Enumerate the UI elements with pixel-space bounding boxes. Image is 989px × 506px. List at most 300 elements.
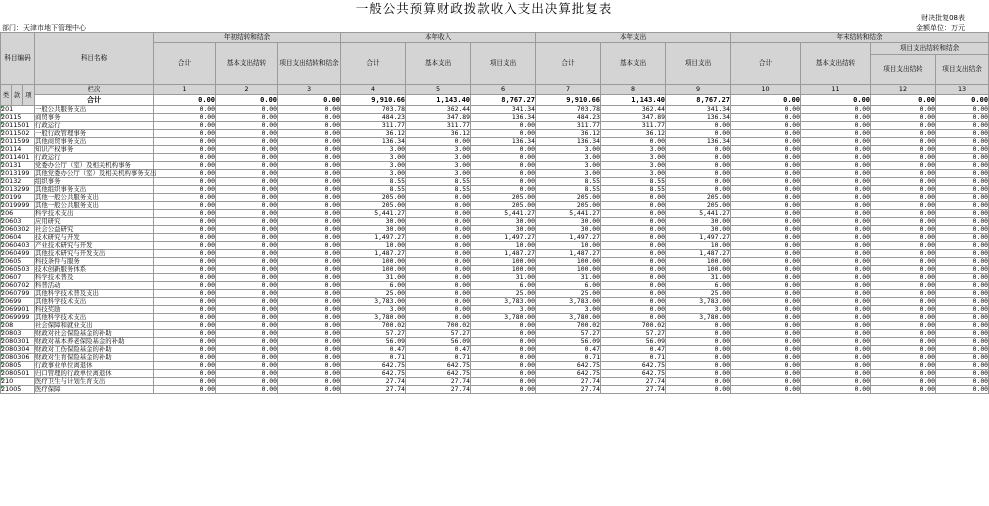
amount-cell[interactable]: 0.00 (936, 186, 989, 194)
subject-code[interactable]: 2011401 (1, 154, 35, 162)
amount-cell[interactable]: 700.02 (406, 322, 471, 330)
amount-cell[interactable]: 0.00 (801, 218, 871, 226)
amount-cell[interactable]: 0.00 (801, 354, 871, 362)
amount-cell[interactable]: 0.00 (871, 282, 936, 290)
amount-cell[interactable]: 0.00 (666, 362, 731, 370)
amount-cell[interactable]: 0.00 (871, 298, 936, 306)
amount-cell[interactable]: 0.00 (154, 114, 216, 122)
amount-cell[interactable]: 0.00 (471, 186, 536, 194)
amount-cell[interactable]: 347.89 (406, 114, 471, 122)
amount-cell[interactable]: 0.00 (216, 186, 278, 194)
amount-cell[interactable]: 0.00 (731, 282, 801, 290)
amount-cell[interactable]: 0.00 (601, 290, 666, 298)
amount-cell[interactable]: 0.00 (471, 370, 536, 378)
amount-cell[interactable]: 8.55 (601, 186, 666, 194)
total-cell[interactable]: 0.00 (154, 95, 216, 106)
amount-cell[interactable]: 0.00 (871, 210, 936, 218)
amount-cell[interactable]: 642.75 (536, 362, 601, 370)
amount-cell[interactable]: 0.00 (154, 154, 216, 162)
amount-cell[interactable]: 0.00 (471, 354, 536, 362)
amount-cell[interactable]: 0.00 (471, 130, 536, 138)
amount-cell[interactable]: 0.00 (216, 338, 278, 346)
amount-cell[interactable]: 0.00 (601, 226, 666, 234)
amount-cell[interactable]: 1,497.27 (471, 234, 536, 242)
amount-cell[interactable]: 0.00 (278, 298, 341, 306)
subject-name[interactable]: 财政对生育保险基金的补助 (35, 354, 154, 362)
amount-cell[interactable]: 1,487.27 (536, 250, 601, 258)
amount-cell[interactable]: 0.00 (871, 122, 936, 130)
amount-cell[interactable]: 703.78 (341, 106, 406, 114)
amount-cell[interactable]: 31.00 (536, 274, 601, 282)
amount-cell[interactable]: 0.00 (666, 378, 731, 386)
amount-cell[interactable]: 0.00 (278, 354, 341, 362)
amount-cell[interactable]: 0.00 (216, 258, 278, 266)
amount-cell[interactable]: 30.00 (536, 218, 601, 226)
amount-cell[interactable]: 27.74 (536, 378, 601, 386)
amount-cell[interactable]: 3.00 (536, 154, 601, 162)
amount-cell[interactable]: 0.00 (154, 146, 216, 154)
amount-cell[interactable]: 0.00 (801, 362, 871, 370)
amount-cell[interactable]: 0.00 (216, 322, 278, 330)
amount-cell[interactable]: 0.00 (936, 258, 989, 266)
amount-cell[interactable]: 0.00 (406, 250, 471, 258)
amount-cell[interactable]: 0.00 (216, 282, 278, 290)
amount-cell[interactable]: 3.00 (341, 154, 406, 162)
amount-cell[interactable]: 3.00 (471, 306, 536, 314)
amount-cell[interactable]: 0.00 (154, 354, 216, 362)
amount-cell[interactable]: 0.00 (936, 138, 989, 146)
subject-code[interactable]: 2011502 (1, 130, 35, 138)
amount-cell[interactable]: 0.00 (936, 306, 989, 314)
amount-cell[interactable]: 0.00 (154, 138, 216, 146)
amount-cell[interactable]: 0.00 (731, 290, 801, 298)
amount-cell[interactable]: 0.00 (801, 282, 871, 290)
amount-cell[interactable]: 0.00 (936, 330, 989, 338)
amount-cell[interactable]: 0.00 (731, 346, 801, 354)
amount-cell[interactable]: 0.00 (154, 202, 216, 210)
amount-cell[interactable]: 0.00 (666, 130, 731, 138)
amount-cell[interactable]: 3.00 (406, 146, 471, 154)
subject-code[interactable]: 2060799 (1, 290, 35, 298)
amount-cell[interactable]: 0.00 (936, 154, 989, 162)
amount-cell[interactable]: 0.00 (871, 258, 936, 266)
amount-cell[interactable]: 0.47 (536, 346, 601, 354)
amount-cell[interactable]: 0.00 (154, 282, 216, 290)
amount-cell[interactable]: 0.00 (406, 234, 471, 242)
amount-cell[interactable]: 0.00 (406, 210, 471, 218)
subject-name[interactable]: 其他组织事务支出 (35, 186, 154, 194)
amount-cell[interactable]: 0.00 (731, 378, 801, 386)
amount-cell[interactable]: 0.00 (731, 202, 801, 210)
amount-cell[interactable]: 642.75 (601, 362, 666, 370)
amount-cell[interactable]: 8.55 (341, 178, 406, 186)
amount-cell[interactable]: 0.00 (801, 170, 871, 178)
amount-cell[interactable]: 205.00 (666, 202, 731, 210)
amount-cell[interactable]: 3,783.00 (341, 298, 406, 306)
amount-cell[interactable]: 0.00 (871, 274, 936, 282)
amount-cell[interactable]: 31.00 (341, 274, 406, 282)
amount-cell[interactable]: 0.00 (278, 138, 341, 146)
subject-code[interactable]: 210 (1, 378, 35, 386)
amount-cell[interactable]: 136.34 (666, 138, 731, 146)
amount-cell[interactable]: 1,487.27 (471, 250, 536, 258)
amount-cell[interactable]: 56.09 (536, 338, 601, 346)
amount-cell[interactable]: 0.00 (801, 250, 871, 258)
amount-cell[interactable]: 484.23 (536, 114, 601, 122)
amount-cell[interactable]: 0.00 (216, 354, 278, 362)
amount-cell[interactable]: 3.00 (406, 154, 471, 162)
amount-cell[interactable]: 0.00 (154, 170, 216, 178)
amount-cell[interactable]: 642.75 (601, 370, 666, 378)
amount-cell[interactable]: 0.00 (471, 170, 536, 178)
amount-cell[interactable]: 0.00 (801, 306, 871, 314)
amount-cell[interactable]: 3,780.00 (666, 314, 731, 322)
amount-cell[interactable]: 0.00 (936, 130, 989, 138)
amount-cell[interactable]: 0.00 (801, 154, 871, 162)
subject-code[interactable]: 2069999 (1, 314, 35, 322)
amount-cell[interactable]: 136.34 (471, 138, 536, 146)
subject-code[interactable]: 2060702 (1, 282, 35, 290)
amount-cell[interactable]: 1,487.27 (666, 250, 731, 258)
amount-cell[interactable]: 0.00 (406, 218, 471, 226)
amount-cell[interactable]: 0.00 (936, 242, 989, 250)
amount-cell[interactable]: 0.00 (216, 170, 278, 178)
amount-cell[interactable]: 0.00 (731, 362, 801, 370)
amount-cell[interactable]: 0.00 (871, 330, 936, 338)
amount-cell[interactable]: 100.00 (341, 258, 406, 266)
amount-cell[interactable]: 0.00 (936, 346, 989, 354)
amount-cell[interactable]: 0.00 (871, 170, 936, 178)
amount-cell[interactable]: 0.00 (871, 250, 936, 258)
amount-cell[interactable]: 0.00 (731, 242, 801, 250)
amount-cell[interactable]: 0.00 (666, 178, 731, 186)
amount-cell[interactable]: 0.00 (871, 114, 936, 122)
amount-cell[interactable]: 0.00 (154, 162, 216, 170)
amount-cell[interactable]: 0.00 (936, 322, 989, 330)
amount-cell[interactable]: 0.00 (666, 162, 731, 170)
amount-cell[interactable]: 0.00 (278, 274, 341, 282)
amount-cell[interactable]: 0.00 (731, 306, 801, 314)
amount-cell[interactable]: 0.00 (731, 194, 801, 202)
amount-cell[interactable]: 347.89 (601, 114, 666, 122)
amount-cell[interactable]: 0.00 (601, 194, 666, 202)
amount-cell[interactable]: 8.55 (536, 186, 601, 194)
subject-name[interactable]: 科学技术普及 (35, 274, 154, 282)
amount-cell[interactable]: 8.55 (406, 186, 471, 194)
amount-cell[interactable]: 0.00 (216, 106, 278, 114)
amount-cell[interactable]: 100.00 (666, 266, 731, 274)
total-cell[interactable]: 0.00 (216, 95, 278, 106)
amount-cell[interactable]: 0.00 (278, 314, 341, 322)
amount-cell[interactable]: 0.00 (154, 242, 216, 250)
amount-cell[interactable]: 0.00 (731, 186, 801, 194)
amount-cell[interactable]: 0.00 (278, 266, 341, 274)
amount-cell[interactable]: 56.09 (601, 338, 666, 346)
amount-cell[interactable]: 0.00 (278, 234, 341, 242)
amount-cell[interactable]: 0.00 (871, 218, 936, 226)
amount-cell[interactable]: 0.00 (471, 322, 536, 330)
amount-cell[interactable]: 0.00 (471, 178, 536, 186)
subject-code[interactable]: 20699 (1, 298, 35, 306)
amount-cell[interactable]: 0.00 (936, 386, 989, 394)
amount-cell[interactable]: 0.00 (731, 298, 801, 306)
amount-cell[interactable]: 0.00 (801, 146, 871, 154)
amount-cell[interactable]: 0.00 (216, 202, 278, 210)
amount-cell[interactable]: 0.00 (801, 274, 871, 282)
amount-cell[interactable]: 0.00 (154, 194, 216, 202)
amount-cell[interactable]: 3,783.00 (666, 298, 731, 306)
amount-cell[interactable]: 30.00 (666, 218, 731, 226)
amount-cell[interactable]: 0.00 (216, 314, 278, 322)
amount-cell[interactable]: 0.00 (406, 202, 471, 210)
amount-cell[interactable]: 0.00 (278, 122, 341, 130)
amount-cell[interactable]: 0.00 (216, 154, 278, 162)
amount-cell[interactable]: 36.12 (341, 130, 406, 138)
amount-cell[interactable]: 0.00 (801, 314, 871, 322)
amount-cell[interactable]: 0.00 (406, 298, 471, 306)
total-cell[interactable]: 0.00 (278, 95, 341, 106)
amount-cell[interactable]: 8.55 (536, 178, 601, 186)
subject-code[interactable]: 20114 (1, 146, 35, 154)
total-cell[interactable]: 1,143.40 (601, 95, 666, 106)
amount-cell[interactable]: 0.00 (801, 210, 871, 218)
amount-cell[interactable]: 0.00 (731, 314, 801, 322)
amount-cell[interactable]: 0.00 (278, 154, 341, 162)
amount-cell[interactable]: 0.00 (936, 210, 989, 218)
amount-cell[interactable]: 30.00 (471, 226, 536, 234)
amount-cell[interactable]: 0.00 (871, 370, 936, 378)
amount-cell[interactable]: 703.78 (536, 106, 601, 114)
amount-cell[interactable]: 0.00 (936, 338, 989, 346)
subject-name[interactable]: 商贸事务 (35, 114, 154, 122)
amount-cell[interactable]: 0.00 (406, 290, 471, 298)
subject-name[interactable]: 科技奖励 (35, 306, 154, 314)
subject-code[interactable]: 2013299 (1, 186, 35, 194)
amount-cell[interactable]: 0.00 (936, 114, 989, 122)
amount-cell[interactable]: 10.00 (341, 242, 406, 250)
subject-name[interactable]: 产业技术研究与开发 (35, 242, 154, 250)
subject-code[interactable]: 20604 (1, 234, 35, 242)
amount-cell[interactable]: 0.00 (801, 202, 871, 210)
amount-cell[interactable]: 3.00 (601, 162, 666, 170)
amount-cell[interactable]: 31.00 (471, 274, 536, 282)
amount-cell[interactable]: 0.00 (936, 282, 989, 290)
amount-cell[interactable]: 100.00 (666, 258, 731, 266)
amount-cell[interactable]: 0.00 (666, 338, 731, 346)
amount-cell[interactable]: 5,441.27 (471, 210, 536, 218)
subject-code[interactable]: 206 (1, 210, 35, 218)
amount-cell[interactable]: 0.00 (731, 210, 801, 218)
amount-cell[interactable]: 0.00 (936, 234, 989, 242)
amount-cell[interactable]: 0.00 (154, 306, 216, 314)
amount-cell[interactable]: 0.00 (406, 306, 471, 314)
total-cell[interactable]: 0.00 (936, 95, 989, 106)
total-cell[interactable]: 9,910.66 (341, 95, 406, 106)
amount-cell[interactable]: 0.00 (731, 106, 801, 114)
subject-code[interactable]: 20131 (1, 162, 35, 170)
amount-cell[interactable]: 0.00 (666, 330, 731, 338)
amount-cell[interactable]: 0.00 (871, 178, 936, 186)
amount-cell[interactable]: 0.00 (154, 298, 216, 306)
amount-cell[interactable]: 0.00 (216, 194, 278, 202)
amount-cell[interactable]: 0.00 (601, 274, 666, 282)
amount-cell[interactable]: 311.77 (601, 122, 666, 130)
amount-cell[interactable]: 0.00 (731, 226, 801, 234)
amount-cell[interactable]: 27.74 (536, 386, 601, 394)
amount-cell[interactable]: 57.27 (601, 330, 666, 338)
amount-cell[interactable]: 0.00 (216, 250, 278, 258)
amount-cell[interactable]: 0.00 (278, 162, 341, 170)
amount-cell[interactable]: 0.00 (801, 322, 871, 330)
amount-cell[interactable]: 3,783.00 (471, 298, 536, 306)
amount-cell[interactable]: 0.00 (801, 370, 871, 378)
amount-cell[interactable]: 0.00 (871, 162, 936, 170)
amount-cell[interactable]: 10.00 (536, 242, 601, 250)
amount-cell[interactable]: 0.00 (801, 226, 871, 234)
amount-cell[interactable]: 0.00 (871, 322, 936, 330)
amount-cell[interactable]: 205.00 (536, 202, 601, 210)
amount-cell[interactable]: 0.00 (936, 298, 989, 306)
amount-cell[interactable]: 0.00 (216, 386, 278, 394)
amount-cell[interactable]: 3.00 (536, 162, 601, 170)
amount-cell[interactable]: 642.75 (406, 370, 471, 378)
amount-cell[interactable]: 362.44 (406, 106, 471, 114)
amount-cell[interactable]: 0.00 (154, 122, 216, 130)
amount-cell[interactable]: 0.00 (278, 194, 341, 202)
amount-cell[interactable]: 0.00 (601, 266, 666, 274)
amount-cell[interactable]: 0.00 (801, 298, 871, 306)
amount-cell[interactable]: 0.00 (731, 218, 801, 226)
amount-cell[interactable]: 0.71 (406, 354, 471, 362)
subject-code[interactable]: 20603 (1, 218, 35, 226)
amount-cell[interactable]: 700.02 (341, 322, 406, 330)
amount-cell[interactable]: 6.00 (471, 282, 536, 290)
amount-cell[interactable]: 0.00 (731, 130, 801, 138)
amount-cell[interactable]: 642.75 (341, 370, 406, 378)
amount-cell[interactable]: 0.00 (601, 202, 666, 210)
amount-cell[interactable]: 0.00 (471, 386, 536, 394)
amount-cell[interactable]: 0.00 (666, 186, 731, 194)
amount-cell[interactable]: 0.00 (666, 146, 731, 154)
subject-code[interactable]: 2080501 (1, 370, 35, 378)
amount-cell[interactable]: 0.00 (801, 186, 871, 194)
amount-cell[interactable]: 3,780.00 (471, 314, 536, 322)
amount-cell[interactable]: 136.34 (666, 114, 731, 122)
subject-code[interactable]: 20199 (1, 194, 35, 202)
subject-name[interactable]: 技术创新服务体系 (35, 266, 154, 274)
amount-cell[interactable]: 0.00 (278, 338, 341, 346)
amount-cell[interactable]: 100.00 (471, 258, 536, 266)
amount-cell[interactable]: 0.00 (406, 242, 471, 250)
amount-cell[interactable]: 6.00 (536, 282, 601, 290)
amount-cell[interactable]: 0.00 (278, 250, 341, 258)
amount-cell[interactable]: 0.00 (801, 234, 871, 242)
amount-cell[interactable]: 0.00 (278, 218, 341, 226)
subject-name[interactable]: 其他一般公共服务支出 (35, 202, 154, 210)
amount-cell[interactable]: 0.00 (871, 362, 936, 370)
subject-code[interactable]: 20607 (1, 274, 35, 282)
subject-name[interactable]: 社会公益研究 (35, 226, 154, 234)
amount-cell[interactable]: 5,441.27 (341, 210, 406, 218)
subject-name[interactable]: 科技条件与服务 (35, 258, 154, 266)
amount-cell[interactable]: 0.00 (936, 314, 989, 322)
subject-code[interactable]: 21005 (1, 386, 35, 394)
amount-cell[interactable]: 0.00 (801, 106, 871, 114)
amount-cell[interactable]: 3,780.00 (341, 314, 406, 322)
subject-code[interactable]: 2080304 (1, 346, 35, 354)
amount-cell[interactable]: 30.00 (341, 218, 406, 226)
amount-cell[interactable]: 0.00 (216, 330, 278, 338)
amount-cell[interactable]: 136.34 (536, 138, 601, 146)
amount-cell[interactable]: 0.00 (871, 186, 936, 194)
amount-cell[interactable]: 0.00 (731, 258, 801, 266)
amount-cell[interactable]: 6.00 (341, 282, 406, 290)
amount-cell[interactable]: 0.00 (406, 314, 471, 322)
amount-cell[interactable]: 0.00 (601, 314, 666, 322)
amount-cell[interactable]: 36.12 (406, 130, 471, 138)
subject-name[interactable]: 行政运行 (35, 122, 154, 130)
amount-cell[interactable]: 0.00 (216, 234, 278, 242)
subject-name[interactable]: 其他技术研究与开发支出 (35, 250, 154, 258)
amount-cell[interactable]: 0.00 (406, 274, 471, 282)
amount-cell[interactable]: 0.00 (731, 154, 801, 162)
amount-cell[interactable]: 0.00 (216, 346, 278, 354)
amount-cell[interactable]: 3.00 (536, 170, 601, 178)
subject-code[interactable]: 2080306 (1, 354, 35, 362)
amount-cell[interactable]: 0.00 (936, 106, 989, 114)
amount-cell[interactable]: 0.00 (216, 146, 278, 154)
total-cell[interactable]: 0.00 (731, 95, 801, 106)
amount-cell[interactable]: 0.00 (936, 162, 989, 170)
amount-cell[interactable]: 0.00 (731, 266, 801, 274)
amount-cell[interactable]: 6.00 (666, 282, 731, 290)
subject-name[interactable]: 科普活动 (35, 282, 154, 290)
amount-cell[interactable]: 311.77 (536, 122, 601, 130)
amount-cell[interactable]: 0.00 (216, 178, 278, 186)
amount-cell[interactable]: 0.00 (936, 250, 989, 258)
amount-cell[interactable]: 0.00 (278, 386, 341, 394)
amount-cell[interactable]: 0.00 (601, 250, 666, 258)
amount-cell[interactable]: 57.27 (406, 330, 471, 338)
amount-cell[interactable]: 0.00 (601, 282, 666, 290)
amount-cell[interactable]: 27.74 (406, 378, 471, 386)
amount-cell[interactable]: 0.00 (216, 298, 278, 306)
amount-cell[interactable]: 0.00 (601, 138, 666, 146)
amount-cell[interactable]: 0.00 (471, 146, 536, 154)
subject-name[interactable]: 其他商贸事务支出 (35, 138, 154, 146)
amount-cell[interactable]: 0.00 (278, 330, 341, 338)
subject-code[interactable]: 2060403 (1, 242, 35, 250)
amount-cell[interactable]: 0.00 (731, 138, 801, 146)
amount-cell[interactable]: 0.00 (154, 370, 216, 378)
amount-cell[interactable]: 205.00 (341, 202, 406, 210)
amount-cell[interactable]: 0.00 (801, 258, 871, 266)
amount-cell[interactable]: 27.74 (601, 386, 666, 394)
amount-cell[interactable]: 0.00 (278, 178, 341, 186)
amount-cell[interactable]: 0.00 (278, 170, 341, 178)
amount-cell[interactable]: 0.00 (216, 362, 278, 370)
amount-cell[interactable]: 25.00 (666, 290, 731, 298)
amount-cell[interactable]: 0.00 (154, 386, 216, 394)
subject-code[interactable]: 20115 (1, 114, 35, 122)
amount-cell[interactable]: 205.00 (536, 194, 601, 202)
amount-cell[interactable]: 205.00 (341, 194, 406, 202)
amount-cell[interactable]: 0.00 (471, 162, 536, 170)
amount-cell[interactable]: 100.00 (341, 266, 406, 274)
amount-cell[interactable]: 0.00 (154, 330, 216, 338)
amount-cell[interactable]: 0.00 (871, 338, 936, 346)
total-cell[interactable]: 9,910.66 (536, 95, 601, 106)
